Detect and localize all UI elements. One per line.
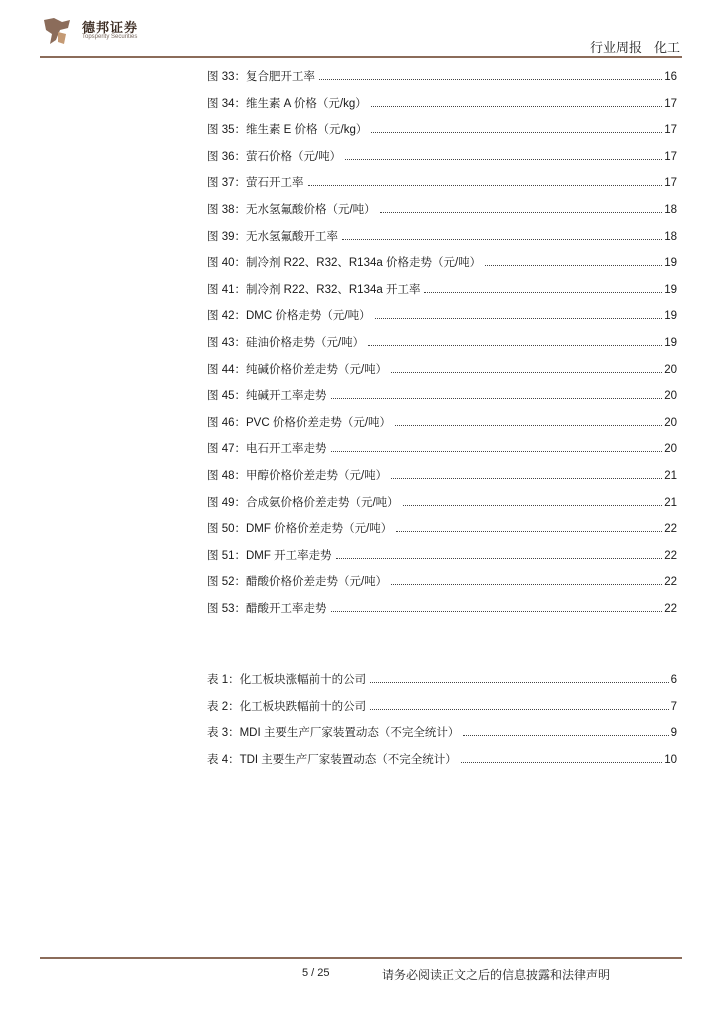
figure-entry-label: 图 51：DMF 开工率走势 <box>207 549 332 562</box>
dot-leader <box>463 734 668 736</box>
figure-entry-page: 22 <box>664 603 677 615</box>
dot-leader <box>368 344 662 346</box>
figure-entry[interactable] <box>207 573 677 591</box>
dot-leader <box>370 708 669 710</box>
dot-leader <box>371 131 662 133</box>
table-entry-label: 表 3：MDI 主要生产厂家装置动态（不完全统计） <box>207 727 460 740</box>
page-header <box>0 0 724 62</box>
dot-leader <box>371 105 662 107</box>
figure-entry[interactable] <box>207 467 677 485</box>
figure-entry-page: 17 <box>664 97 677 110</box>
figure-entry-label: 图 34：维生素 A 价格（元/kg） <box>207 97 367 110</box>
figure-entry[interactable] <box>207 600 677 618</box>
table-entry-page: 6 <box>670 674 677 686</box>
sector-name: 化工 <box>653 40 680 55</box>
page-number: 5 / 25 <box>302 967 330 979</box>
logo-icon <box>40 14 74 48</box>
table-entry[interactable] <box>207 751 677 769</box>
report-meta <box>578 37 680 56</box>
figure-entry-page: 20 <box>664 363 677 376</box>
figure-entry[interactable] <box>207 440 677 458</box>
figure-entry-label: 图 46：PVC 价格价差走势（元/吨） <box>207 416 392 429</box>
dot-leader <box>331 397 663 399</box>
figure-entry-page: 21 <box>664 496 677 509</box>
dot-leader <box>391 583 662 585</box>
brand-name: 德邦证券 <box>82 20 139 35</box>
figure-entry-page: 17 <box>664 124 677 137</box>
figure-entry-page: 20 <box>664 443 677 456</box>
figure-entry-label: 图 47：电石开工率走势 <box>207 443 327 456</box>
dot-leader <box>461 761 662 763</box>
figure-entry-page: 17 <box>664 177 677 190</box>
figure-entry[interactable] <box>207 547 677 565</box>
figure-entry-page: 17 <box>664 150 677 163</box>
brand-subtitle: Topsperity Securities <box>82 34 138 40</box>
dot-leader <box>331 450 663 452</box>
figure-entry-label: 图 43：硅油价格走势（元/吨） <box>207 337 365 349</box>
figure-entry-page: 19 <box>664 257 677 270</box>
figure-entry[interactable] <box>207 201 677 219</box>
footer-divider <box>40 957 682 959</box>
table-entry[interactable] <box>207 724 677 742</box>
figure-entry-label: 图 44：纯碱价格价差走势（元/吨） <box>207 363 388 376</box>
figure-entry-page: 18 <box>664 204 677 216</box>
dot-leader <box>395 424 662 426</box>
figure-entry[interactable] <box>207 254 677 272</box>
table-entry-label: 表 4：TDI 主要生产厂家装置动态（不完全统计） <box>207 753 457 766</box>
figure-entry[interactable] <box>207 334 677 352</box>
dot-leader <box>342 238 662 240</box>
disclaimer-text: 请务必阅读正文之后的信息披露和法律声明 <box>382 968 611 982</box>
dot-leader <box>391 371 662 373</box>
figure-entry[interactable] <box>207 520 677 538</box>
dot-leader <box>336 557 663 559</box>
figure-entry[interactable] <box>207 95 677 113</box>
figure-entry-label: 图 36：萤石价格（元/吨） <box>207 150 342 163</box>
figure-entry-page: 20 <box>664 416 677 429</box>
dot-leader <box>308 184 663 186</box>
figure-entry-label: 图 45：纯碱开工率走势 <box>207 390 327 403</box>
dot-leader <box>375 317 663 319</box>
figure-entry-page: 18 <box>664 230 677 243</box>
dot-leader <box>424 291 662 293</box>
table-entry-page: 7 <box>670 700 677 713</box>
table-entry-label: 表 1：化工板块涨幅前十的公司 <box>207 674 367 686</box>
figure-entry[interactable] <box>207 281 677 299</box>
figure-entry-label: 图 49：合成氨价格价差走势（元/吨） <box>207 496 399 509</box>
figure-entry[interactable] <box>207 307 677 325</box>
report-type: 行业周报 <box>589 40 642 55</box>
figure-entry-label: 图 48：甲醇价格价差走势（元/吨） <box>207 470 388 482</box>
figure-entry-page: 19 <box>664 337 677 349</box>
figure-entry[interactable] <box>207 414 677 432</box>
figure-entry-label: 图 42：DMC 价格走势（元/吨） <box>207 310 371 323</box>
figure-entry-label: 图 40：制冷剂 R22、R32、R134a 价格走势（元/吨） <box>207 257 482 270</box>
dot-leader <box>396 530 662 532</box>
table-entry[interactable] <box>207 698 677 716</box>
header-divider <box>40 56 682 58</box>
figure-entry-label: 图 41：制冷剂 R22、R32、R134a 开工率 <box>207 283 421 296</box>
figure-entry-page: 16 <box>664 71 677 83</box>
figure-entry-page: 22 <box>664 523 677 536</box>
figure-entry-page: 19 <box>664 283 677 296</box>
dot-leader <box>370 681 669 683</box>
figure-entry-label: 图 52：醋酸价格价差走势（元/吨） <box>207 576 388 589</box>
figure-entry[interactable] <box>207 148 677 166</box>
dot-leader <box>380 211 663 213</box>
figure-entry[interactable] <box>207 494 677 512</box>
figure-entry-label: 图 50：DMF 价格价差走势（元/吨） <box>207 523 393 536</box>
company-logo <box>40 14 140 48</box>
figure-entry-page: 19 <box>664 310 677 323</box>
figure-entry[interactable] <box>207 121 677 139</box>
dot-leader <box>319 78 662 80</box>
table-entry-page: 10 <box>664 753 677 766</box>
figure-entry-label: 图 33：复合肥开工率 <box>207 71 315 83</box>
figure-entry-page: 22 <box>664 549 677 562</box>
figure-entry-label: 图 39：无水氢氟酸开工率 <box>207 230 338 243</box>
figure-entry-label: 图 35：维生素 E 价格（元/kg） <box>207 124 368 137</box>
figure-entry[interactable] <box>207 68 677 86</box>
figure-entry[interactable] <box>207 228 677 246</box>
figure-entry-label: 图 37：萤石开工率 <box>207 177 304 190</box>
dot-leader <box>403 504 663 506</box>
dot-leader <box>485 264 662 266</box>
figure-entry-page: 20 <box>664 390 677 403</box>
figure-entry[interactable] <box>207 361 677 379</box>
figure-entry-label: 图 38：无水氢氟酸价格（元/吨） <box>207 204 376 216</box>
dot-leader <box>391 477 662 479</box>
dot-leader <box>345 158 662 160</box>
figure-entry-label: 图 53：醋酸开工率走势 <box>207 603 327 615</box>
table-entry-label: 表 2：化工板块跌幅前十的公司 <box>207 700 367 713</box>
dot-leader <box>331 610 663 612</box>
figure-entry[interactable] <box>207 387 677 405</box>
figure-entry[interactable] <box>207 174 677 192</box>
table-entry-page: 9 <box>670 727 677 740</box>
figure-entry-page: 22 <box>664 576 677 589</box>
figure-entry-page: 21 <box>664 470 677 482</box>
table-entry[interactable] <box>207 671 677 689</box>
